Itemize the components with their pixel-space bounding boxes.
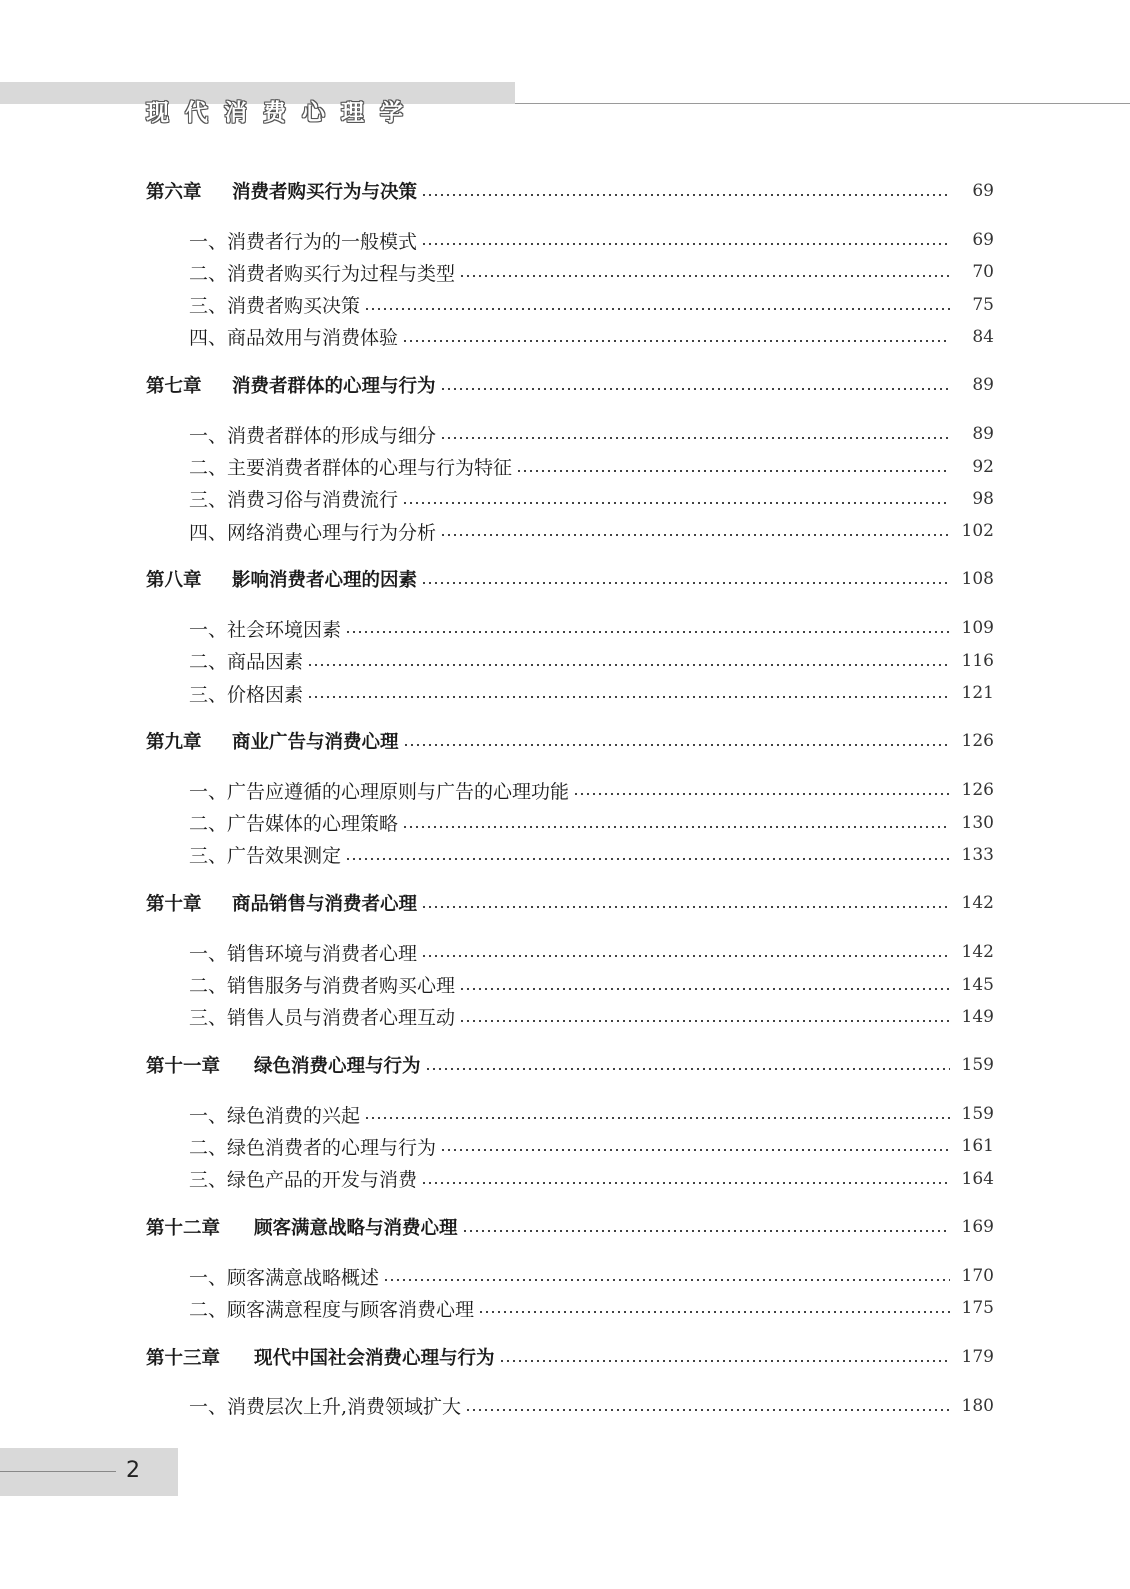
toc-section-entry xyxy=(189,1261,994,1291)
dot-leader xyxy=(402,340,950,342)
page-ref: 121 xyxy=(961,683,994,703)
dot-leader xyxy=(440,534,950,536)
page-ref: 70 xyxy=(972,262,994,283)
section-title: 四、商品效用与消费体验 xyxy=(189,327,399,350)
page-ref: 98 xyxy=(972,488,994,509)
toc-section-entry xyxy=(189,419,994,449)
dot-leader xyxy=(516,470,950,472)
page-ref: 159 xyxy=(961,1104,994,1125)
dot-leader xyxy=(383,1279,950,1281)
dot-leader xyxy=(459,1020,950,1022)
page-ref: 92 xyxy=(972,456,994,477)
page-ref: 75 xyxy=(972,294,994,315)
toc-chapter-entry xyxy=(146,370,994,400)
chapter-heading xyxy=(146,372,436,398)
dot-leader xyxy=(307,664,950,666)
page-ref: 175 xyxy=(961,1298,994,1319)
dot-leader xyxy=(421,1182,950,1184)
page-ref: 130 xyxy=(961,812,994,833)
dot-leader xyxy=(421,582,950,584)
section-title: 一、销售环境与消费者心理 xyxy=(189,942,418,965)
dot-leader xyxy=(345,631,950,633)
toc-section-entry xyxy=(189,1099,994,1129)
chapter-number: 第九章 xyxy=(146,732,202,754)
chapter-heading xyxy=(146,1052,421,1078)
section-title: 一、广告应遵循的心理原则与广告的心理功能 xyxy=(189,780,570,803)
toc-section-entry xyxy=(189,808,994,838)
page-ref: 126 xyxy=(961,731,994,752)
page-number: 2 xyxy=(126,1458,140,1483)
book-title: 现代消费心理学 xyxy=(146,100,419,126)
toc-chapter-entry xyxy=(146,726,994,756)
toc-section-entry xyxy=(189,840,994,870)
dot-leader xyxy=(421,906,950,908)
toc-section-entry xyxy=(189,646,994,676)
chapter-number: 第十章 xyxy=(146,894,202,916)
page-ref: 108 xyxy=(961,569,994,590)
chapter-number: 第十三章 xyxy=(146,1347,221,1369)
section-title: 二、顾客满意程度与顾客消费心理 xyxy=(189,1298,475,1321)
page-ref: 180 xyxy=(961,1395,994,1416)
dot-leader xyxy=(421,955,950,957)
toc-section-entry xyxy=(189,775,994,805)
section-title: 二、主要消费者群体的心理与行为特征 xyxy=(189,457,513,479)
toc-section-entry xyxy=(189,1391,994,1421)
page-ref: 69 xyxy=(972,181,994,201)
page-ref: 116 xyxy=(961,650,994,671)
dot-leader xyxy=(499,1360,950,1362)
dot-leader xyxy=(459,275,950,277)
dot-leader xyxy=(307,696,950,698)
page-ref: 164 xyxy=(961,1168,994,1189)
page-ref: 133 xyxy=(961,844,994,865)
page-ref: 149 xyxy=(961,1006,994,1027)
toc-section-entry xyxy=(189,613,994,643)
section-title: 二、商品因素 xyxy=(189,651,304,674)
dot-leader xyxy=(465,1409,950,1411)
section-title: 四、网络消费心理与行为分析 xyxy=(189,521,437,544)
section-title: 三、广告效果测定 xyxy=(189,845,342,868)
chapter-title: 顾客满意战略与消费心理 xyxy=(254,1218,458,1239)
toc-chapter-entry xyxy=(146,1342,994,1372)
dot-leader xyxy=(345,858,950,860)
page-ref: 89 xyxy=(972,375,994,396)
toc-chapter-entry xyxy=(146,1212,994,1242)
chapter-heading xyxy=(146,566,417,592)
page-ref: 170 xyxy=(961,1266,994,1286)
chapter-title: 商品销售与消费者心理 xyxy=(232,894,418,916)
toc-chapter-entry xyxy=(146,888,994,918)
toc-section-entry xyxy=(189,484,994,514)
dot-leader xyxy=(402,502,950,504)
page-ref: 142 xyxy=(961,893,994,914)
toc-section-entry xyxy=(189,678,994,708)
dot-leader xyxy=(403,744,950,746)
section-title: 一、消费者行为的一般模式 xyxy=(189,230,418,253)
chapter-title: 商业广告与消费心理 xyxy=(232,732,399,754)
toc-section-entry xyxy=(189,225,994,255)
toc-section-entry xyxy=(189,452,994,482)
footer-box xyxy=(0,1448,178,1496)
toc-section-entry xyxy=(189,290,994,320)
dot-leader xyxy=(459,988,950,990)
chapter-title: 现代中国社会消费心理与行为 xyxy=(254,1347,495,1369)
page-ref: 102 xyxy=(961,521,994,542)
page-ref: 145 xyxy=(961,974,994,995)
page-ref: 161 xyxy=(961,1136,994,1157)
dot-leader xyxy=(573,793,950,795)
chapter-heading xyxy=(146,1344,495,1370)
dot-leader xyxy=(421,243,950,245)
section-title: 三、销售人员与消费者心理互动 xyxy=(189,1007,456,1030)
toc-section-entry xyxy=(189,937,994,967)
toc-chapter-entry xyxy=(146,1050,994,1080)
dot-leader xyxy=(364,1117,950,1119)
section-title: 一、社会环境因素 xyxy=(189,618,342,641)
toc-section-entry xyxy=(189,322,994,352)
page-ref: 69 xyxy=(972,230,994,250)
dot-leader xyxy=(478,1311,950,1313)
page-ref: 109 xyxy=(961,618,994,639)
section-title: 三、消费习俗与消费流行 xyxy=(189,489,399,512)
page-ref: 159 xyxy=(961,1055,994,1076)
toc-chapter-entry xyxy=(146,564,994,594)
chapter-title: 绿色消费心理与行为 xyxy=(254,1056,421,1078)
dot-leader xyxy=(421,194,950,196)
chapter-heading xyxy=(146,728,399,754)
toc-section-entry xyxy=(189,1002,994,1032)
page-ref: 179 xyxy=(961,1346,994,1367)
section-title: 二、绿色消费者的心理与行为 xyxy=(189,1136,437,1159)
section-title: 二、消费者购买行为过程与类型 xyxy=(189,262,456,285)
header-rule xyxy=(515,103,1130,104)
toc-section-entry xyxy=(189,257,994,287)
section-title: 一、消费层次上升,消费领域扩大 xyxy=(189,1396,462,1419)
dot-leader xyxy=(440,1149,950,1151)
dot-leader xyxy=(425,1068,950,1070)
chapter-heading xyxy=(146,1214,458,1240)
section-title: 三、消费者购买决策 xyxy=(189,295,361,318)
toc-chapter-entry xyxy=(146,176,994,206)
section-title: 三、绿色产品的开发与消费 xyxy=(189,1169,418,1192)
chapter-heading xyxy=(146,890,417,916)
toc-section-entry xyxy=(189,516,994,546)
dot-leader xyxy=(364,308,950,310)
chapter-number: 第七章 xyxy=(146,376,202,398)
dot-leader xyxy=(440,388,950,390)
dot-leader xyxy=(440,437,950,439)
section-title: 一、绿色消费的兴起 xyxy=(189,1104,361,1127)
page-ref: 169 xyxy=(961,1217,994,1237)
footer-rule xyxy=(0,1471,116,1472)
dot-leader xyxy=(462,1230,950,1232)
dot-leader xyxy=(402,826,950,828)
section-title: 二、广告媒体的心理策略 xyxy=(189,813,399,836)
page-ref: 84 xyxy=(972,326,994,347)
chapter-number: 第十二章 xyxy=(146,1218,221,1239)
page-ref: 142 xyxy=(961,942,994,963)
page-ref: 89 xyxy=(972,424,994,445)
chapter-number: 第十一章 xyxy=(146,1056,221,1078)
section-title: 一、顾客满意战略概述 xyxy=(189,1266,380,1289)
toc-section-entry xyxy=(189,970,994,1000)
page-ref: 126 xyxy=(961,780,994,801)
chapter-title: 消费者群体的心理与行为 xyxy=(232,376,436,398)
chapter-number: 第八章 xyxy=(146,570,202,592)
section-title: 一、消费者群体的形成与细分 xyxy=(189,424,437,447)
toc-section-entry xyxy=(189,1131,994,1161)
chapter-number: 第六章 xyxy=(146,182,202,203)
chapter-title: 消费者购买行为与决策 xyxy=(232,182,418,203)
chapter-heading xyxy=(146,178,417,204)
toc-section-entry xyxy=(189,1293,994,1323)
section-title: 三、价格因素 xyxy=(189,683,304,706)
section-title: 二、销售服务与消费者购买心理 xyxy=(189,975,456,997)
chapter-title: 影响消费者心理的因素 xyxy=(232,570,418,592)
toc-section-entry xyxy=(189,1164,994,1194)
